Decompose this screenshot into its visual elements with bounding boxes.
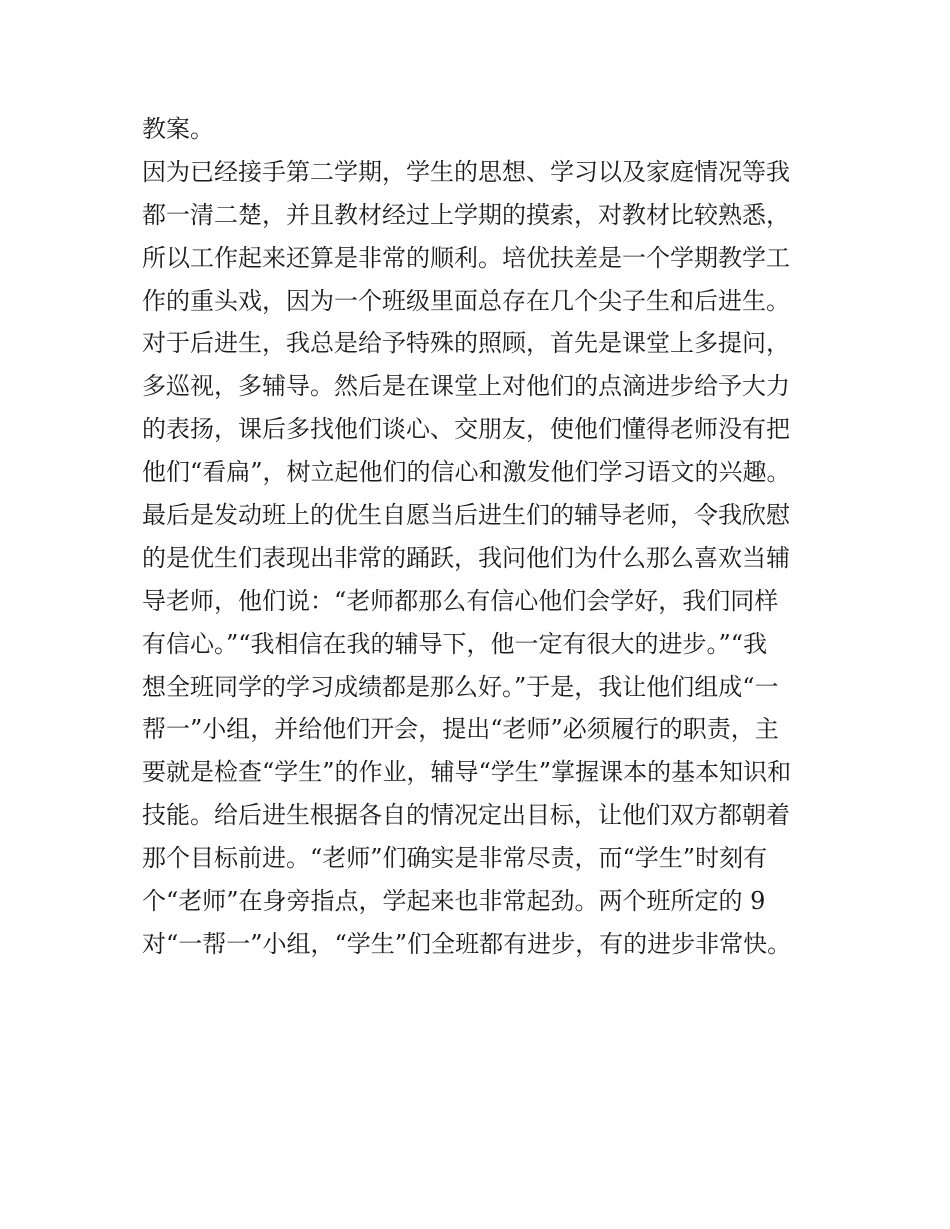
text-line-3: 都一清二楚，并且教材经过上学期的摸索，对教材比较熟悉， bbox=[142, 200, 790, 229]
text-line-9: 他们“看扁”，树立起他们的信心和激发他们学习语文的兴趣。 bbox=[142, 458, 791, 487]
text-line-11: 的是优生们表现出非常的踊跃，我问他们为什么那么喜欢当辅 bbox=[142, 543, 790, 572]
text-line-6: 对于后进生，我总是给予特殊的照顾，首先是课堂上多提问， bbox=[142, 329, 790, 358]
text-line-10: 最后是发动班上的优生自愿当后进生们的辅导老师，令我欣慰 bbox=[142, 501, 790, 530]
text-line-18: 那个目标前进。“老师”们确实是非常尽责，而“学生”时刻有 bbox=[142, 844, 768, 873]
text-line-15: 帮一”小组，并给他们开会，提出“老师”必须履行的职责，主 bbox=[142, 715, 779, 744]
text-line-2: 因为已经接手第二学期，学生的思想、学习以及家庭情况等我 bbox=[142, 157, 790, 186]
text-line-12: 导老师，他们说：“老师都那么有信心他们会学好，我们同样 bbox=[142, 586, 779, 615]
text-line-8: 的表扬，课后多找他们谈心、交朋友，使他们懂得老师没有把 bbox=[142, 415, 790, 444]
text-line-1: 教案。 bbox=[142, 115, 214, 143]
text-line-5: 作的重头戏，因为一个班级里面总存在几个尖子生和后进生。 bbox=[142, 286, 790, 315]
text-line-7: 多巡视，多辅导。然后是在课堂上对他们的点滴进步给予大力 bbox=[142, 372, 790, 401]
text-line-19: 个“老师”在身旁指点，学起来也非常起劲。两个班所定的 9 bbox=[142, 887, 766, 916]
text-line-17: 技能。给后进生根据各自的情况定出目标，让他们双方都朝着 bbox=[142, 801, 790, 830]
body-text bbox=[142, 108, 822, 966]
text-line-20: 对“一帮一”小组，“学生”们全班都有进步，有的进步非常快。 bbox=[142, 929, 792, 958]
text-line-13: 有信心。”“我相信在我的辅导下，他一定有很大的进步。”“我 bbox=[142, 629, 768, 658]
text-line-16: 要就是检查“学生”的作业，辅导“学生”掌握课本的基本知识和 bbox=[142, 758, 792, 787]
text-line-4: 所以工作起来还算是非常的顺利。培优扶差是一个学期教学工 bbox=[142, 243, 790, 272]
text-line-14: 想全班同学的学习成绩都是那么好。”于是，我让他们组成“一 bbox=[142, 672, 779, 701]
